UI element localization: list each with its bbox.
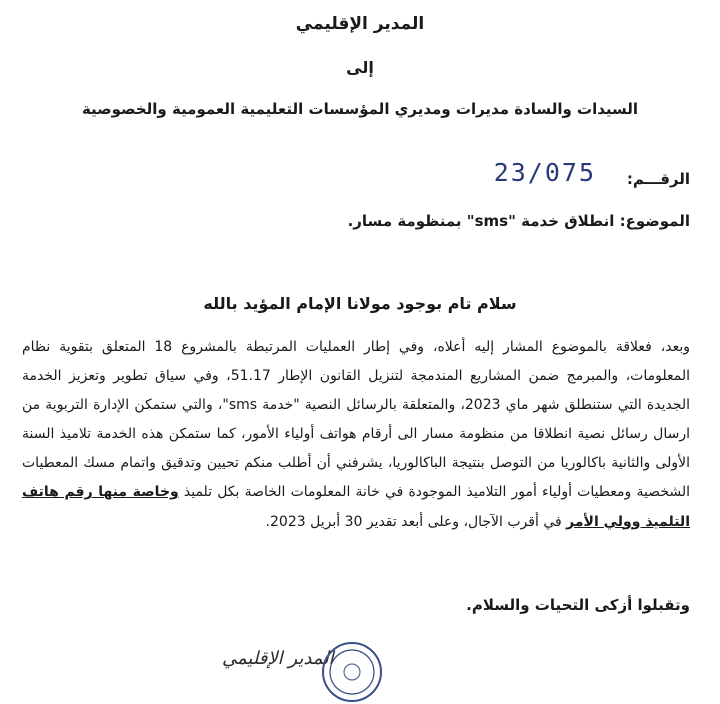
sender-title: المدير الإقليمي: [295, 14, 425, 34]
body-text-underlined: وخاصة منها رقم هاتف التلميذ وولي الأمر: [22, 484, 690, 530]
body-text-main: وبعد، فعلاقة بالموضوع المشار إليه أعلاه، وفي إطار العمليات المرتبطة بالمشروع 18 المتعلق بتقوية نظام المعلومات، والمبرمج ضمن المشاريع المندمجة لتنزيل القانون الإطار 51.17، وفي سياق تطوير وتعزيز الخدمة الجديدة التي ستنطلق شهر ماي 2023، والمتعلقة بالرسائل النصية "خدمة sms"، والتي ستمكن الإدارة التربوية من ارسال رسائل نصية انطلاقا من منظومة مسار الى أرقام هواتف أولياء الأمور، كما ستمكن هذه الخدمة تلاميذ السنة الأولى والثانية باكالوريا من التوصل بنتيجة الباكالوريا، يشرفني أن أطلب منكم تحيين وتدقيق واتمام مسك المعطيات الشخصية ومعطيات أولياء أمور التلاميذ الموجودة في خانة المعلومات الخاصة بكل تلميذ: [22, 339, 691, 501]
body-paragraph: [22, 333, 690, 537]
body-text-end: في أقرب الآجال، وعلى أبعد تقدير 30 أبريل 2023.: [265, 513, 567, 530]
official-stamp-icon: [320, 640, 384, 704]
reference-label: الرقـــم:: [626, 170, 690, 188]
subject-line: الموضوع: انطلاق خدمة "sms" بمنظومة مسار.: [347, 212, 690, 230]
closing-line: وتقبلوا أزكى التحيات والسلام.: [466, 596, 690, 614]
greeting: سلام تام بوجود مولانا الإمام المؤيد بالله: [203, 294, 517, 313]
recipients-line: السيدات والسادة مديرات ومديري المؤسسات التعليمية العمومية والخصوصية: [81, 100, 639, 118]
signature-title: المدير الإقليمي: [222, 648, 334, 669]
reference-number: 23/075: [493, 158, 596, 187]
addressed-to: إلى: [346, 58, 374, 77]
